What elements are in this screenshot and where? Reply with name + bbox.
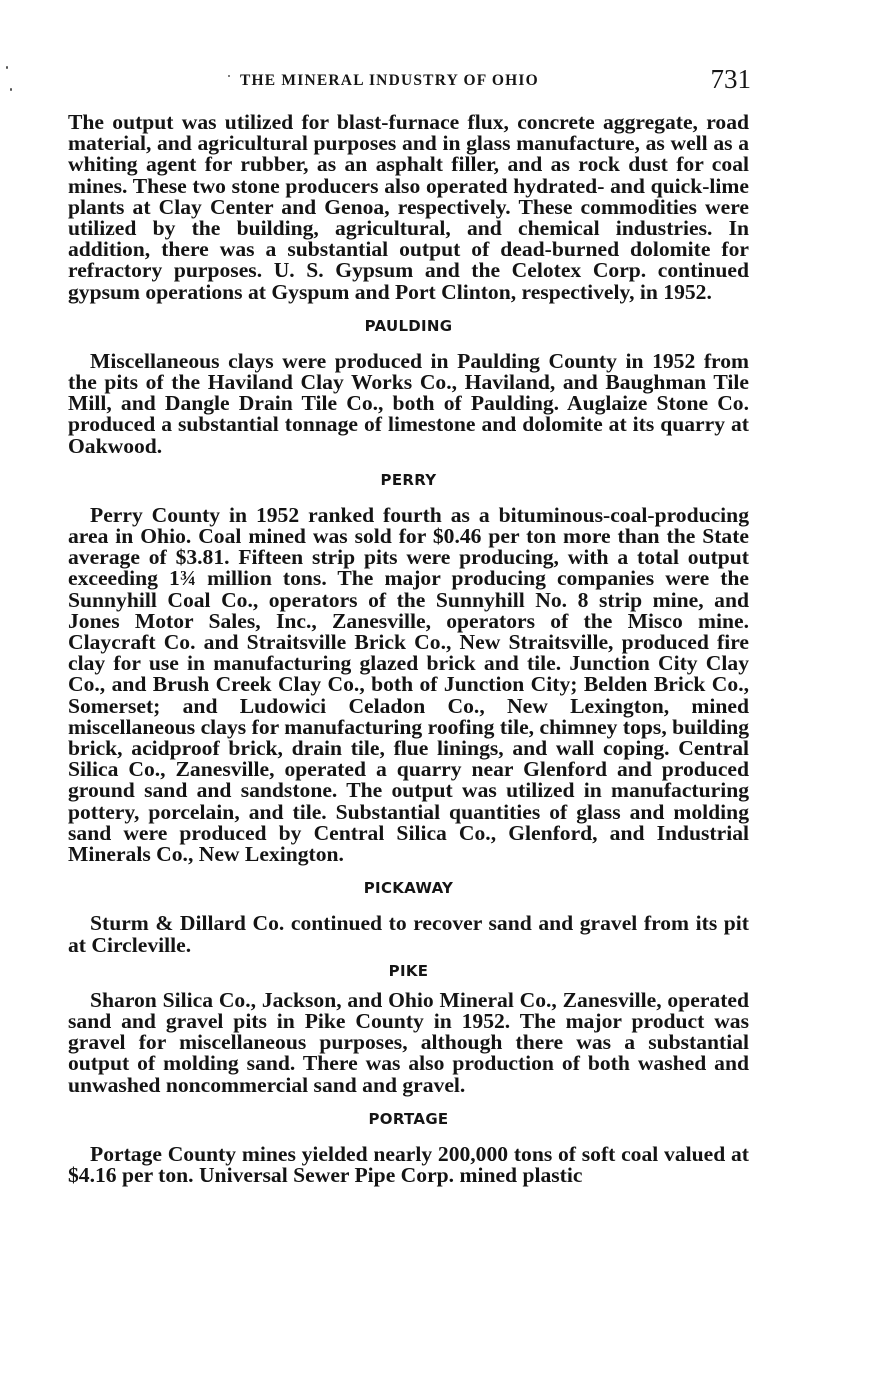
pike-paragraph: Sharon Silica Co., Jackson, and Ohio Mineral Co., Zanesville, operated sand and gravel pits in Pike County in 1952. The major product was gravel for miscellaneous purposes, although there was a substantial output of molding sand. There was also production of both washed and unwashed noncommercial sand and gravel. — [68, 987, 749, 1097]
portage-paragraph: Portage County mines yielded nearly 200,000 tons of soft coal valued at $4.16 per ton. Universal Sewer Pipe Corp. mined plastic — [68, 1141, 749, 1187]
intro-paragraph: The output was utilized for blast-furnace flux, concrete aggregate, road material, and agricultural purposes and in glass manufacture, as well as a whiting agent for rubber, as an asphalt filler, and as rock dust for coal mines. These two stone producers also operated hydrated- and quick-lime plants at Clay Center and Genoa, respectively. These commodities were utilized by the building, agricultural, and chemical industries. In addition, there was a substantial output of dead-burned dolomite for refractory purposes. U. S. Gypsum and the Celotex Corp. continued gypsum operations at Gyspum and Port Clinton, respectively, in 1952. — [68, 110, 749, 304]
section-heading-perry: PERRY — [380, 470, 437, 489]
paulding-paragraph: Miscellaneous clays were produced in Paulding County in 1952 from the pits of the Haviland Clay Works Co., Haviland, and Baughman Tile Mill, and Dangle Drain Tile Co., both of Paulding. Auglaize Stone Co. produced a substantial tonnage of limestone and dolomite at its quarry at Oakwood. — [68, 348, 749, 458]
section-heading-pickaway: PICKAWAY — [363, 879, 454, 898]
perry-paragraph: Perry County in 1952 ranked fourth as a bituminous-coal-producing area in Ohio. Coal mined was sold for $0.46 per ton more than the State average of $3.81. Fifteen strip pits were producing, with a total output exceeding 1¾ million tons. The major producing companies were the Sunnyhill Coal Co., operators of the Sunnyhill No. 8 strip mine, and Jones Motor Sales, Inc., Zanesville, operators of the Misco mine. Claycraft Co. and Straitsville Brick Co., New Straitsville, produced fire clay for use in manufacturing glazed brick and tile. Junction City Clay Co., and Brush Creek Clay Co., both of Junction City; Belden Brick Co., Somerset; and Ludowici Celadon Co., New Lexington, mined miscellaneous clays for manufacturing roofing tile, chimney tops, building brick, acidproof brick, drain tile, flue linings, and wall coping. Central Silica Co., Zanesville, operated a quarry near Glenford and produced ground sand and sandstone. The output was utilized in manufacturing pottery, porcelain, and tile. Substantial quantities of glass and molding sand were produced by Central Silica Co., Glenford, and Industrial Minerals Co., New Lexington. — [68, 502, 749, 867]
page-number: 731 — [710, 64, 751, 94]
section-heading-portage: PORTAGE — [368, 1109, 449, 1128]
running-header — [0, 60, 869, 100]
body-text — [68, 112, 749, 1186]
section-heading-pike: PIKE — [388, 961, 429, 980]
section-heading-paulding: PAULDING — [364, 316, 453, 335]
pickaway-paragraph: Sturm & Dillard Co. continued to recover sand and gravel from its pit at Circleville. — [68, 911, 749, 957]
running-title: THE MINERAL INDUSTRY OF OHIO — [240, 72, 539, 89]
